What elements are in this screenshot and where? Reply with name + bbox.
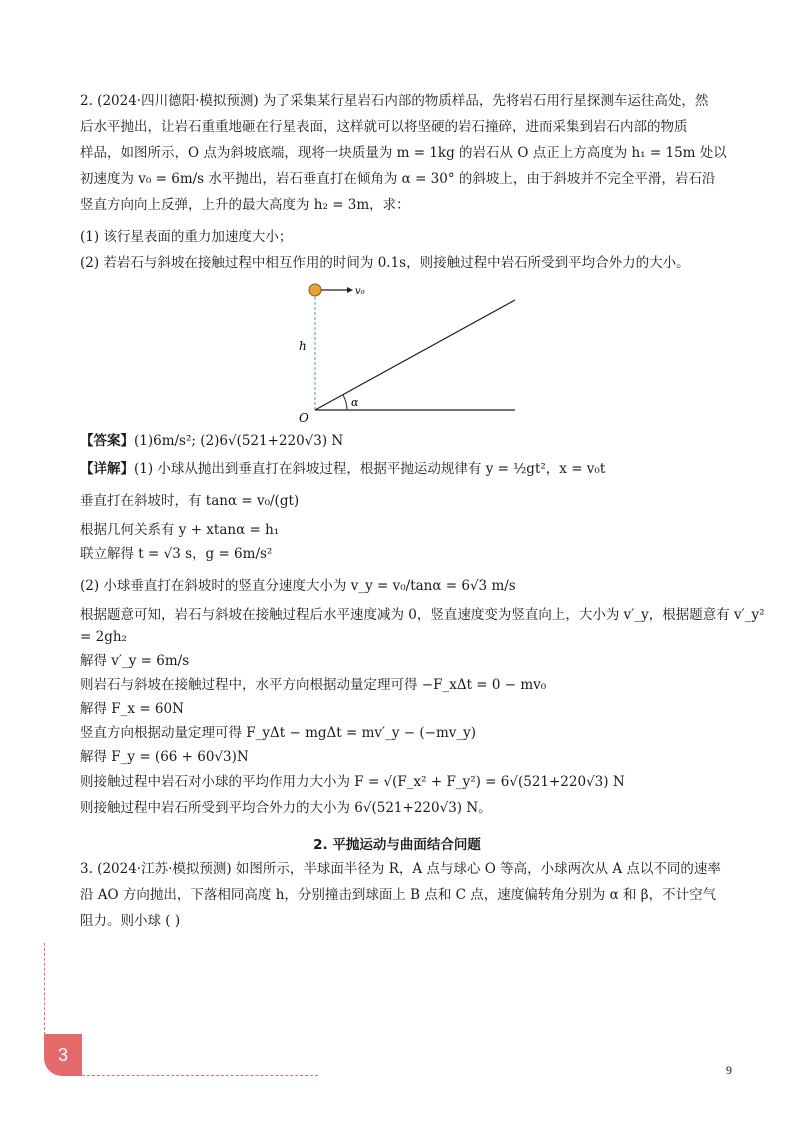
detail-line-9: 则岩石与斜坡在接触过程中，水平方向根据动量定理可得 −F_xΔt = 0 − mv₀ (80, 677, 547, 693)
detail-tag: 【详解】 (80, 461, 134, 477)
detail-line-10: 解得 F_x = 60N (80, 701, 184, 717)
answer-tag: 【答案】 (80, 433, 134, 449)
section-title: 2. 平抛运动与曲面结合问题 (313, 837, 481, 853)
detail-line-1 (80, 460, 605, 478)
corner-dashed-vertical (44, 943, 45, 1035)
angle-arc (343, 395, 347, 410)
alpha-label: α (351, 396, 359, 409)
h-label: h (299, 339, 307, 353)
q2-line-3: 样品，如图所示，O 点为斜坡底端，现将一块质量为 m = 1kg 的岩石从 O 点正上方高度为 h₁ = 15m 处以 (80, 145, 727, 161)
slope-line (315, 300, 515, 410)
q2-line-2: 后水平抛出，让岩石重重地砸在行星表面，这样就可以将坚硬的岩石撞碎，进而采集到岩石内部的物质 (80, 119, 688, 135)
q2-line-4: 初速度为 v₀ = 6m/s 水平抛出，岩石垂直打在倾角为 α = 30° 的斜坡上，由于斜坡并不完全平滑，岩石沿 (80, 171, 716, 187)
answer-line (80, 432, 343, 450)
detail-line-11: 竖直方向根据动量定理可得 F_yΔt − mgΔt = mv′_y − (−mv_y) (80, 725, 477, 741)
detail-text-1: (1) 小球从抛出到垂直打在斜坡过程，根据平抛运动规律有 y = ½gt²，x = v₀t (134, 461, 606, 477)
v0-label: v₀ (355, 286, 365, 297)
velocity-arrowhead (347, 287, 353, 293)
answer-text: (1)6m/s²; (2)6√(521+220√3) N (134, 433, 344, 449)
detail-line-4: 联立解得 t = √3 s，g = 6m/s² (80, 546, 273, 562)
detail-line-6: 根据题意可知，岩石与斜坡在接触过程后水平速度减为 0，竖直速度变为竖直向上，大小为 v′_y，根据题意有 v′_y² (80, 607, 765, 623)
rock-ball (309, 284, 321, 296)
q3-line-2: 沿 AO 方向抛出，下落相同高度 h，分别撞击到球面上 B 点和 C 点，速度偏转角分别为 α 和 β，不计空气 (80, 887, 717, 903)
corner-badge: 3 (44, 1034, 82, 1076)
corner-dashed-horizontal (82, 1075, 318, 1076)
q2-line-1: 2. (2024·四川德阳·模拟预测) 为了采集某行星岩石内部的物质样品，先将岩石用行星探测车运往高处，然 (80, 93, 709, 109)
detail-line-7: = 2gh₂ (80, 629, 127, 645)
q2-line-5: 竖直方向向上反弹，上升的最大高度为 h₂ = 3m，求： (80, 197, 410, 213)
q2-line-6: (1) 该行星表面的重力加速度大小； (80, 229, 293, 245)
detail-line-3: 根据几何关系有 y + xtanα = h₁ (80, 522, 280, 538)
detail-line-8: 解得 v′_y = 6m/s (80, 653, 190, 669)
origin-label: O (299, 411, 309, 423)
detail-line-12: 解得 F_y = (66 + 60√3)N (80, 749, 249, 765)
page-number: 9 (726, 1063, 732, 1077)
detail-line-13: 则接触过程中岩石对小球的平均作用力大小为 F = √(F_x² + F_y²) = 6√(521+220√3) N (80, 774, 625, 790)
detail-line-14: 则接触过程中岩石所受到平均合外力的大小为 6√(521+220√3) N。 (80, 800, 492, 816)
q3-line-1: 3. (2024·江苏·模拟预测) 如图所示，半球面半径为 R，A 点与球心 O 等高，小球两次从 A 点以不同的速率 (80, 861, 721, 877)
q3-line-3: 阻力。则小球 ( ) (80, 913, 181, 929)
q2-line-7: (2) 若岩石与斜坡在接触过程中相互作用的时间为 0.1s，则接触过程中岩石所受到平均合外力的大小。 (80, 255, 690, 271)
detail-line-2: 垂直打在斜坡时，有 tanα = v₀/(gt) (80, 493, 300, 509)
slope-diagram (285, 278, 525, 423)
detail-line-5: (2) 小球垂直打在斜坡时的竖直分速度大小为 v_y = v₀/tanα = 6√3 m/s (80, 578, 516, 594)
